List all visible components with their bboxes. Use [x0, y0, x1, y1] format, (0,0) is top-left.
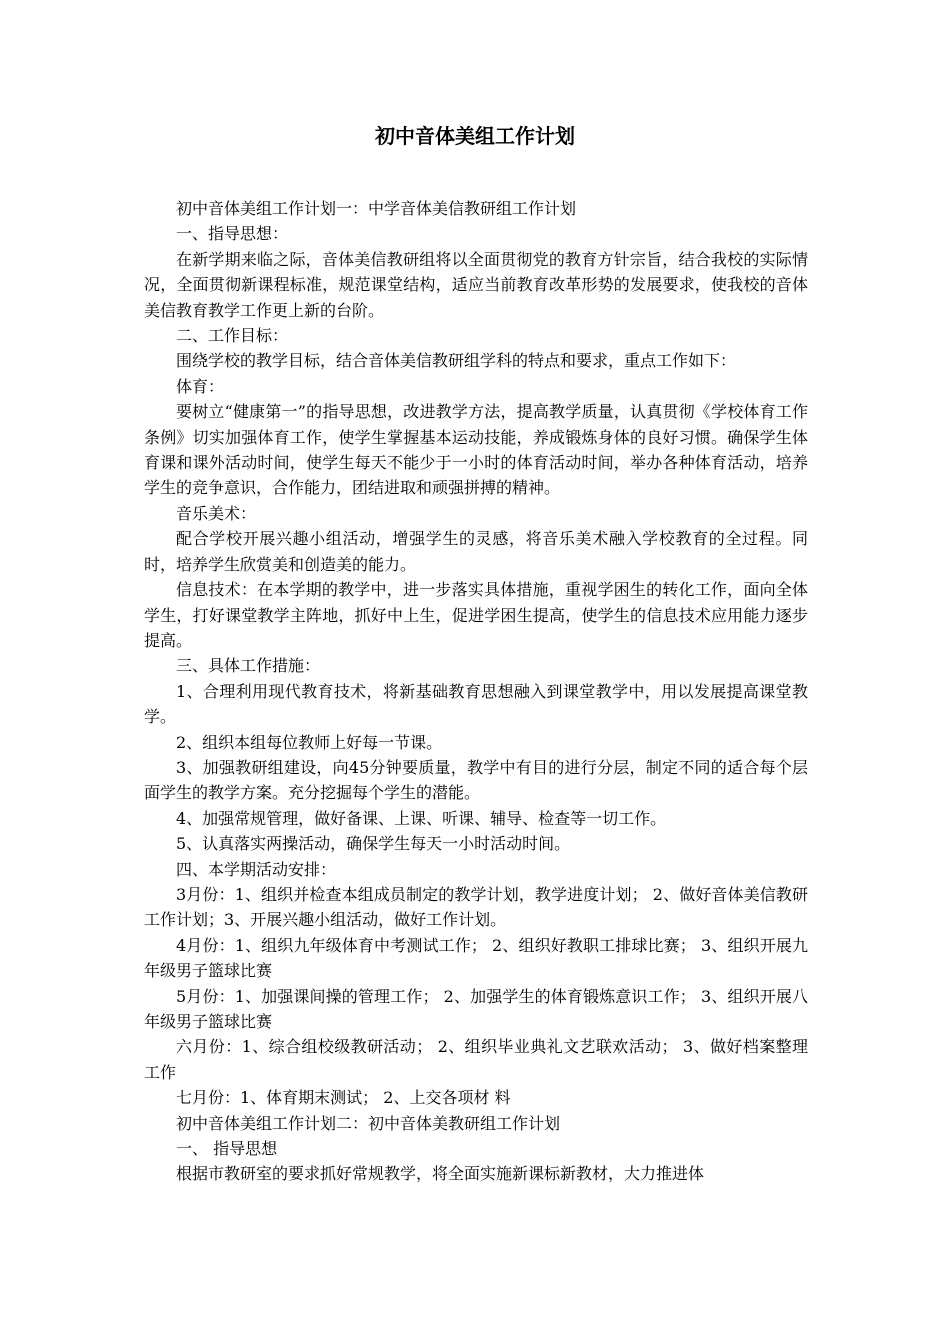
paragraph: 3月份：1、组织并检查本组成员制定的教学计划，教学进度计划； 2、做好音体美信教研工作计划；3、开展兴趣小组活动，做好工作计划。 — [144, 884, 808, 930]
paragraph: 配合学校开展兴趣小组活动，增强学生的灵感，将音乐美术融入学校教育的全过程。同时，培养学生欣赏美和创造美的能力。 — [144, 529, 808, 574]
paragraph: 在新学期来临之际，音体美信教研组将以全面贯彻党的教育方针宗旨，结合我校的实际情况，全面贯彻新课程标准，规范课堂结构，适应当前教育改革形势的发展要求，使我校的音体美信教育教学工作更上新的台阶。 — [144, 249, 808, 320]
paragraph: 体育： — [176, 376, 225, 396]
paragraph: 七月份：1、体育期末测试； 2、上交各项材 料 — [176, 1088, 511, 1108]
paragraph: 六月份：1、综合组校级教研活动； 2、组织毕业典礼文艺联欢活动； 3、做好档案整理工作 — [144, 1037, 808, 1082]
paragraph: 4月份：1、组织九年级体育中考测试工作； 2、组织好教职工排球比赛； 3、组织开展九年级男子篮球比赛 — [144, 935, 808, 981]
paragraph: 根据市教研室的要求抓好常规教学，将全面实施新课标新教材，大力推进体 — [176, 1164, 705, 1184]
paragraph: 5、认真落实两操活动，确保学生每天一小时活动时间。 — [176, 834, 571, 854]
document-title: 初中音体美组工作计划 — [375, 124, 575, 148]
paragraph: 四、本学期活动安排： — [176, 859, 337, 879]
document-body — [144, 196, 808, 1187]
paragraph: 信息技术：在本学期的教学中，进一步落实具体措施，重视学困生的转化工作，面向全体学生，打好课堂教学主阵地，抓好中上生，促进学困生提高，使学生的信息技术应用能力逐步提高。 — [144, 580, 808, 650]
paragraph: 5月份：1、加强课间操的管理工作； 2、加强学生的体育锻炼意识工作； 3、组织开展八年级男子篮球比赛 — [144, 986, 808, 1031]
paragraph: 初中音体美组工作计划二：初中音体美教研组工作计划 — [176, 1113, 561, 1133]
paragraph: 2、组织本组每位教师上好每一节课。 — [176, 732, 443, 752]
paragraph: 1、合理利用现代教育技术，将新基础教育思想融入到课堂教学中，用以发展提高课堂教学。 — [144, 681, 808, 727]
paragraph: 音乐美术： — [176, 503, 257, 523]
paragraph: 一、指导思想： — [176, 224, 289, 244]
paragraph: 初中音体美组工作计划一：中学音体美信教研组工作计划 — [176, 199, 577, 218]
paragraph: 一、 指导思想 — [176, 1139, 278, 1159]
paragraph: 二、工作目标： — [176, 326, 289, 346]
paragraph: 要树立“健康第一”的指导思想，改进教学方法，提高教学质量，认真贯彻《学校体育工作条例》切实加强体育工作，使学生掌握基本运动技能，养成锻炼身体的良好习惯。确保学生体育课和课外活动时间，使学生每天不能少于一小时的体育活动时间，举办各种体育活动，培养学生的竞争意识，合作能力，团结进取和顽强拼搏的精神。 — [144, 402, 808, 498]
paragraph: 围绕学校的教学目标，结合音体美信教研组学科的特点和要求，重点工作如下： — [176, 351, 737, 371]
paragraph: 三、具体工作措施： — [176, 656, 321, 676]
paragraph: 4、加强常规管理，做好备课、上课、听课、辅导、检查等一切工作。 — [176, 808, 667, 828]
paragraph: 3、加强教研组建设，向45分钟要质量，教学中有目的进行分层，制定不同的适合每个层面学生的教学方案。充分挖掘每个学生的潜能。 — [144, 757, 808, 803]
